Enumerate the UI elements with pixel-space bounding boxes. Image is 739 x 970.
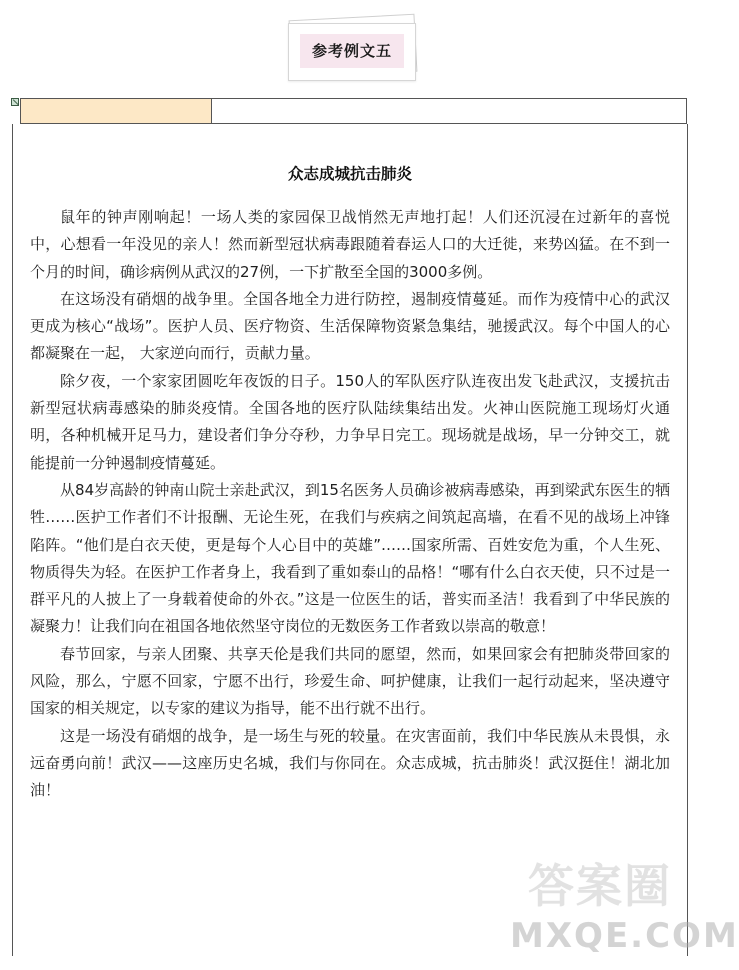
article-body (30, 204, 670, 805)
article-paragraph: 春节回家，与亲人团聚、共享天伦是我们共同的愿望，然而，如果回家会有把肺炎带回家的风险，那么，宁愿不回家，宁愿不出行，珍爱生命、呵护健康，让我们一起行动起来，坚决遵守国家的相关规定，以专家的建议为指导，能不出行就不出行。 (30, 644, 670, 718)
article-paragraph: 从84岁高龄的钟南山院士亲赴武汉，到15名医务人员确诊被病毒感染，再到梁武东医生的牺牲……医护工作者们不计报酬、无论生死，在我们与疾病之间筑起高墙，在看不见的战场上冲锋陷阵。“他们是白衣天使，更是每个人心目中的英雄”……国家所需、百姓安危为重，个人生死、物质得失为轻。在医护工作者身上，我看到了重如泰山的品格！“哪有什么白衣天使，只不过是一群平凡的人披上了一身载着使命的外衣。”这是一位医生的话，普实而圣洁！我看到了中华民族的凝聚力！让我们向在祖国各地依然坚守岗位的无数医务工作者致以崇高的敬意！ (30, 480, 670, 636)
article-paragraph: 除夕夜，一个家家团圆吃年夜饭的日子。150人的军队医疗队连夜出发飞赴武汉，支援抗击新型冠状病毒感染的肺炎疫情。全国各地的医疗队陆续集结出发。火神山医院施工现场灯火通明，各种机械开足马力，建设者们争分夺秒，力争早日完工。现场就是战场，早一分钟交工，就能提前一分钟遏制疫情蔓延。 (30, 371, 670, 472)
article-paragraph: 鼠年的钟声刚响起！一场人类的家园保卫战悄然无声地打起！人们还沉浸在过新年的喜悦中，心想看一年没见的亲人！然而新型冠状病毒跟随着春运人口的大迁徙，来势凶猛。在不到一个月的时间，确诊病例从武汉的27例，一下扩散至全国的3000多例。 (30, 208, 670, 281)
corner-marker-icon (11, 98, 19, 106)
article-container (12, 124, 688, 956)
watermark-top-text: 答案圈 (528, 859, 672, 913)
article-paragraph: 在这场没有硝烟的战争里。全国各地全力进行防控，遏制疫情蔓延。而作为疫情中心的武汉更成为核心“战场”。医护人员、医疗物资、生活保障物资紧急集结，驰援武汉。每个中国人的心都凝聚在一起， 大家逆向而行，贡献力量。 (30, 289, 670, 363)
tab-highlight (21, 99, 212, 123)
badge-label: 参考例文五 (300, 34, 404, 68)
article-title: 众志成城抗击肺炎 (287, 165, 412, 183)
article-paragraph: 这是一场没有硝烟的战争，是一场生与死的较量。在灾害面前，我们中华民族从未畏惧，永远奋勇向前！武汉——这座历史名城，我们与你同在。众志成城，抗击肺炎！武汉挺住！湖北加油！ (30, 726, 670, 800)
tab-strip (20, 98, 687, 124)
watermark-bottom-text: MXQE.COM (510, 916, 739, 956)
header-badge (284, 15, 420, 85)
